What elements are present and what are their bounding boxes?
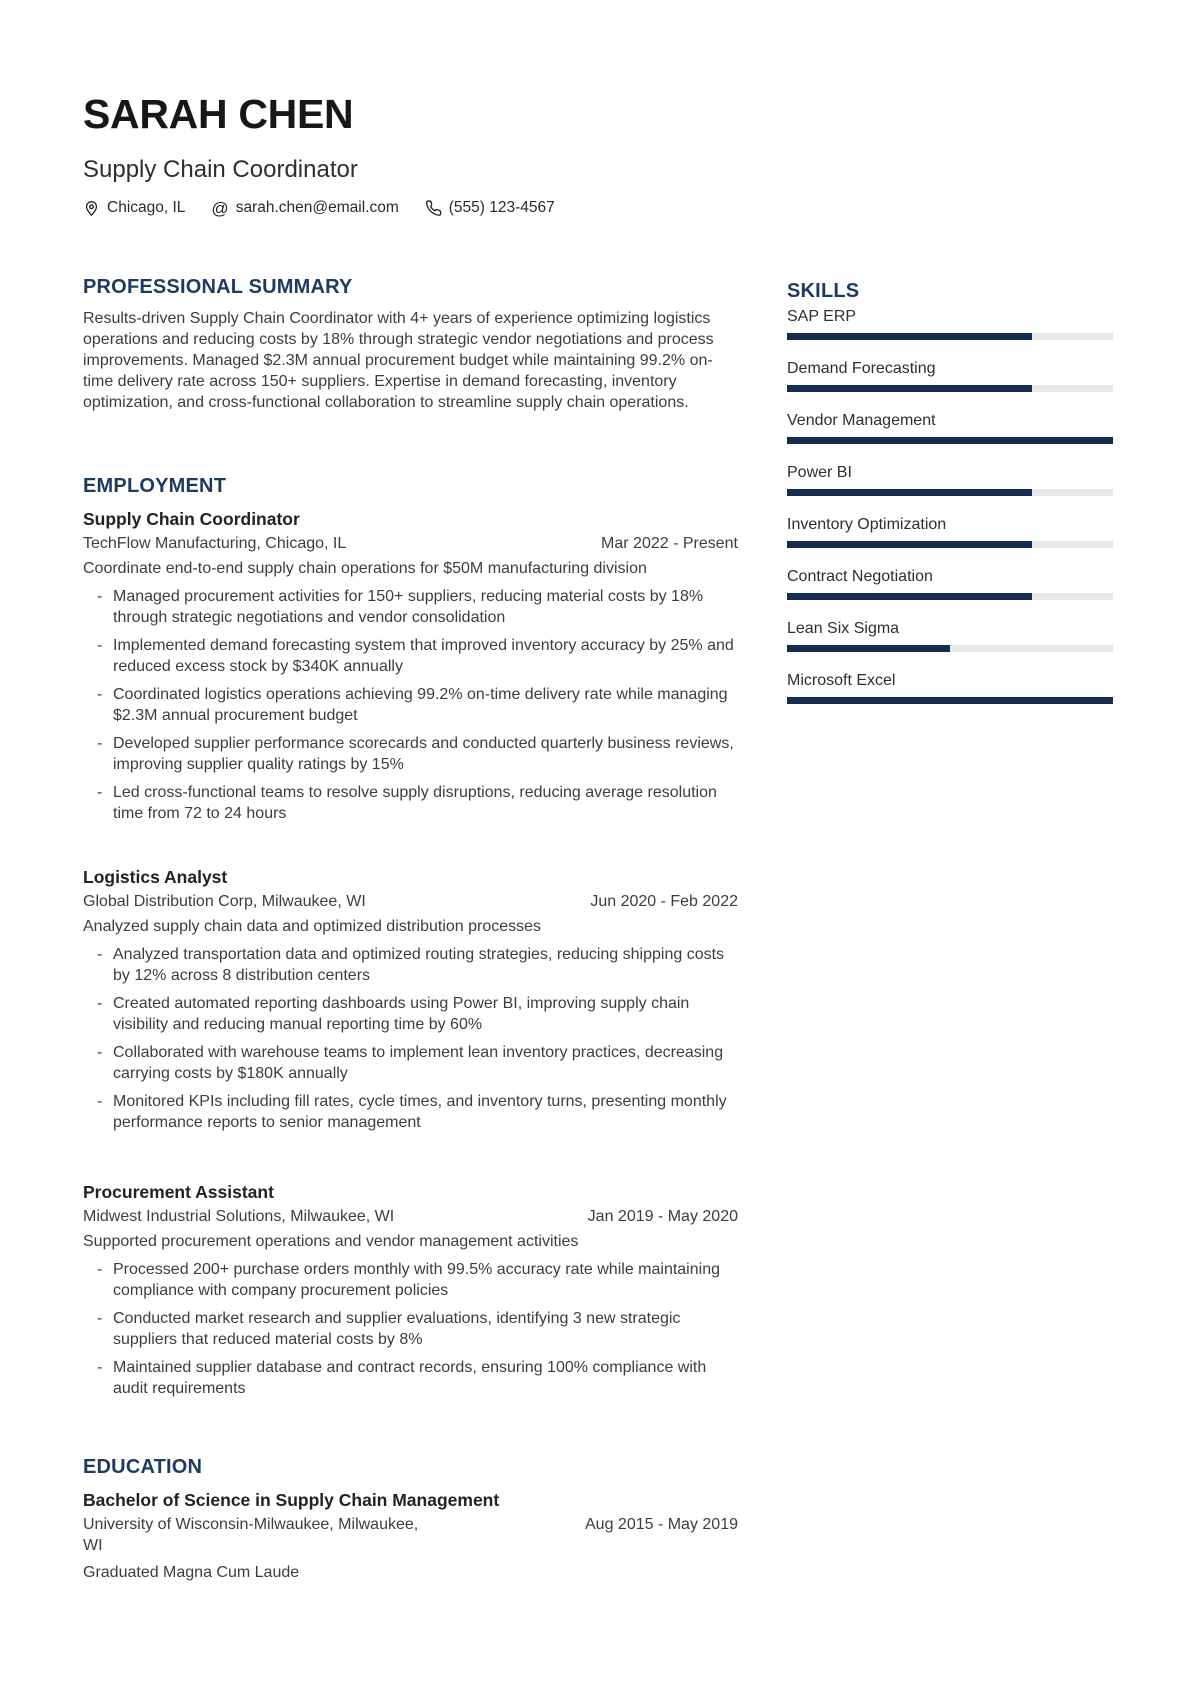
contact-phone: [425, 199, 555, 217]
job-bullet-list: [83, 1259, 738, 1399]
education-degree: Bachelor of Science in Supply Chain Management: [83, 1490, 500, 1510]
job-bullet: - Coordinated logistics operations achieving 99.2% on-time delivery rate while managing $2.3M annual procurement budget: [83, 684, 738, 726]
skill-level-fill: [787, 645, 950, 652]
contact-location-text: Chicago, IL: [107, 199, 186, 216]
email-at-icon: @: [211, 198, 229, 218]
person-title: Supply Chain Coordinator: [83, 156, 358, 183]
skill-name: Microsoft Excel: [787, 672, 896, 689]
contact-email: [211, 199, 398, 217]
job-bullet: - Conducted market research and supplier evaluations, identifying 3 new strategic suppliers that reduced material costs by 8%: [83, 1308, 738, 1350]
education-heading: EDUCATION: [83, 1456, 203, 1478]
job-dates: Mar 2022 - Present: [601, 535, 738, 552]
person-name: SARAH CHEN: [83, 91, 354, 137]
skill-list: [787, 307, 1113, 704]
summary-heading: PROFESSIONAL SUMMARY: [83, 276, 353, 298]
section-professional-summary: [83, 277, 738, 413]
skills-heading: SKILLS: [787, 280, 860, 302]
skill-name: Demand Forecasting: [787, 360, 936, 377]
skill-item: [787, 515, 1113, 548]
job-bullet: - Implemented demand forecasting system that improved inventory accuracy by 25% and reduced excess stock by $340K annually: [83, 635, 738, 677]
skill-item: [787, 619, 1113, 652]
job-dates: Jan 2019 - May 2020: [587, 1208, 738, 1225]
job-title: Procurement Assistant: [83, 1182, 274, 1202]
job-bullet: - Managed procurement activities for 150+ suppliers, reducing material costs by 18% through strategic negotiations and vendor consolidation: [83, 586, 738, 628]
education-note: Graduated Magna Cum Laude: [83, 1564, 300, 1581]
skill-level-fill: [787, 541, 1032, 548]
skill-name: Vendor Management: [787, 412, 936, 429]
skill-level-bar: [787, 593, 1113, 600]
skill-level-bar: [787, 489, 1113, 496]
job-bullet: - Created automated reporting dashboards using Power BI, improving supply chain visibility and reducing manual reporting time by 60%: [83, 993, 738, 1035]
skill-level-bar: [787, 541, 1113, 548]
job-title: Logistics Analyst: [83, 867, 228, 887]
job-bullet: - Maintained supplier database and contract records, ensuring 100% compliance with audit requirements: [83, 1357, 738, 1399]
skill-item: [787, 567, 1113, 600]
job-description: Analyzed supply chain data and optimized distribution processes: [83, 918, 542, 935]
job-bullet: - Analyzed transportation data and optimized routing strategies, reducing shipping costs by 12% across 8 distribution centers: [83, 944, 738, 986]
skill-level-fill: [787, 385, 1032, 392]
job-meta-row: [83, 1206, 738, 1227]
skill-level-fill: [787, 593, 1032, 600]
job-bullet: - Collaborated with warehouse teams to implement lean inventory practices, decreasing carrying costs by $180K annually: [83, 1042, 738, 1084]
job-description: Supported procurement operations and vendor management activities: [83, 1233, 579, 1250]
job-company: TechFlow Manufacturing, Chicago, IL: [83, 535, 347, 552]
job-title: Supply Chain Coordinator: [83, 509, 300, 529]
job-meta-row: [83, 533, 738, 554]
skill-level-bar: [787, 385, 1113, 392]
skills-column: [787, 281, 1113, 723]
skill-item: [787, 463, 1113, 496]
skill-name: Contract Negotiation: [787, 568, 933, 585]
job-bullet: - Led cross-functional teams to resolve supply disruptions, reducing average resolution time from 72 to 24 hours: [83, 782, 738, 824]
job-bullet: - Processed 200+ purchase orders monthly with 99.5% accuracy rate while maintaining compliance with company procurement policies: [83, 1259, 738, 1301]
job-description: Coordinate end-to-end supply chain operations for $50M manufacturing division: [83, 560, 647, 577]
skill-level-fill: [787, 697, 1113, 704]
contact-location: [83, 199, 185, 217]
education-meta-row: [83, 1514, 738, 1556]
contact-phone-text: (555) 123-4567: [448, 199, 555, 216]
skill-level-bar: [787, 333, 1113, 340]
skill-name: Power BI: [787, 464, 852, 481]
skill-level-fill: [787, 489, 1032, 496]
job-entry: [83, 508, 738, 824]
main-column: [83, 277, 738, 1583]
location-pin-icon: [83, 200, 100, 217]
skill-level-fill: [787, 437, 1113, 444]
skill-level-bar: [787, 645, 1113, 652]
skill-level-bar: [787, 437, 1113, 444]
job-bullet-list: [83, 586, 738, 824]
job-bullet: - Monitored KPIs including fill rates, cycle times, and inventory turns, presenting monthly performance reports to senior management: [83, 1091, 738, 1133]
phone-icon: [425, 200, 442, 217]
education-dates: Aug 2015 - May 2019: [585, 1516, 738, 1533]
job-company: Global Distribution Corp, Milwaukee, WI: [83, 893, 366, 910]
job-bullet: - Developed supplier performance scorecards and conducted quarterly business reviews, improving supplier quality ratings by 15%: [83, 733, 738, 775]
skill-name: Lean Six Sigma: [787, 620, 900, 637]
contact-row: [83, 199, 1117, 217]
skill-level-bar: [787, 697, 1113, 704]
job-entry: [83, 866, 738, 1133]
skill-item: [787, 671, 1113, 704]
skill-item: [787, 359, 1113, 392]
skill-level-fill: [787, 333, 1032, 340]
skill-item: [787, 411, 1113, 444]
section-employment: [83, 476, 738, 1399]
job-meta-row: [83, 891, 738, 912]
section-education: [83, 1457, 738, 1583]
job-bullet-list: [83, 944, 738, 1133]
job-dates: Jun 2020 - Feb 2022: [590, 893, 738, 910]
education-school: University of Wisconsin-Milwaukee, Milwaukee, WI: [83, 1516, 419, 1554]
job-entry: [83, 1181, 738, 1399]
summary-text: Results-driven Supply Chain Coordinator with 4+ years of experience optimizing logistics operations and reducing costs by 18% through strategic vendor negotiations and process improvements. Managed $2.3M annual procurement budget while maintaining 99.2% on-time delivery rate across 150+ suppliers. Expertise in demand forecasting, inventory optimization, and cross-functional collaboration to streamline supply chain operations.: [83, 310, 714, 411]
contact-email-text: sarah.chen@email.com: [235, 199, 399, 216]
skill-name: SAP ERP: [787, 308, 857, 325]
header: [83, 0, 1117, 217]
job-company: Midwest Industrial Solutions, Milwaukee, WI: [83, 1208, 395, 1225]
skill-item: [787, 307, 1113, 340]
skill-name: Inventory Optimization: [787, 516, 947, 533]
employment-heading: EMPLOYMENT: [83, 475, 227, 497]
